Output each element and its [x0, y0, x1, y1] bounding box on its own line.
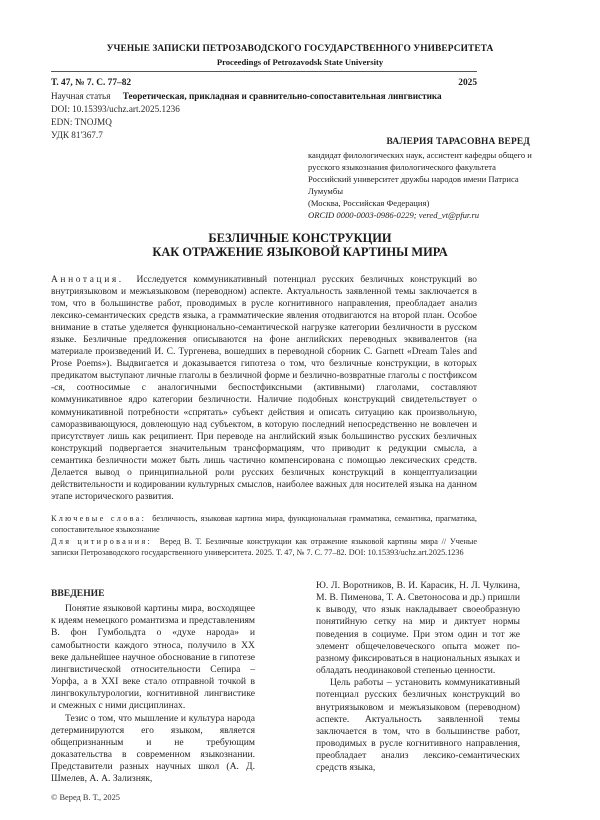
author-block	[308, 136, 553, 221]
keywords-label: Ключевые слова:	[51, 514, 147, 523]
journal-title: УЧЕНЫЕ ЗАПИСКИ ПЕТРОЗАВОДСКОГО ГОСУДАРСТВЕННОГО УНИВЕРСИТЕТА	[106, 44, 494, 54]
header-divider	[51, 71, 477, 72]
body-column-right	[316, 580, 520, 775]
udk: УДК 81'367.7	[51, 130, 103, 140]
author-location: (Москва, Российская Федерация)	[308, 198, 430, 208]
article-type: Научная статья	[51, 91, 111, 101]
keywords-text: безличность, языковая картина мира, функциональная грамматика, семантика, прагматика, сопоставительное языкознание	[51, 514, 477, 534]
keywords	[51, 514, 477, 535]
issue-info: Т. 47, № 7. С. 77–82	[51, 78, 132, 88]
abstract-label: Аннотация.	[51, 275, 124, 285]
copyright: © Веред В. Т., 2025	[51, 793, 120, 802]
article-type-line	[51, 91, 442, 101]
author-position: кандидат филологических наук, ассистент кафедры общего и русского языкознания филологического факультета	[308, 150, 532, 172]
article-title-line-2: КАК ОТРАЖЕНИЕ ЯЗЫКОВОЙ КАРТИНЫ МИРА	[152, 245, 448, 259]
citation-text: Веред В. Т. Безличные конструкции как отражение языковой картины мира // Ученые записки Петрозаводского государственного университета. 2025. Т. 47, № 7. С. 77–82. DOI: 10.15393/uchz.art.2025.1236	[51, 537, 477, 557]
issue-year: 2025	[458, 78, 477, 88]
section-heading-introduction: ВВЕДЕНИЕ	[51, 588, 105, 599]
body-paragraph: Понятие языковой картины мира, восходящее к идеям немецкого романтизма и представлениям В. фон Гумбольдта о «духе народа» и самобытности каждого этноса, получило в XX веке дальнейшее научное обоснование в гипотезе лингвистической относительности Сепира – Уорфа, а в XXI веке стало отправной точкой в лингвокультурологии, когнитивной лингвистике и смежных с ними дисциплинах.	[51, 603, 255, 712]
body-paragraph: Цель работы – установить коммуникативный потенциал русских безличных конструкций во внутриязыковом и межъязыковом (переводном) аспекте. Актуальность заявленной темы заключается в том, что в большинстве работ, проводимых в русле когнитивного направления, преобладает анализ лексико-семантических средств языка,	[316, 677, 520, 774]
author-name: ВАЛЕРИЯ ТАРАСОВНА ВЕРЕД	[386, 137, 530, 147]
body-column-left	[51, 588, 255, 786]
body-paragraph: Ю. Л. Воротников, В. И. Карасик, Н. Л. Чулкина, М. В. Пименова, Т. А. Светоносова и др.) пришли к выводу, что язык накладывает своеобразную понятийную сетку на мир и диктует нормы поведения в социуме. При этом один и тот же элемент общечеловеческого опыта может по-разному фиксироваться в национальных языках и обладать неодинаковой степенью ценности.	[316, 580, 520, 677]
body-paragraph: Тезис о том, что мышление и культура народа детерминируются его языком, является общепризнанным и не требующим доказательства в современном языкознании. Представители разных научных школ (А. Д. Шмелев, А. А. Зализняк,	[51, 712, 255, 785]
citation	[51, 537, 477, 558]
journal-subtitle: Proceedings of Petrozavodsk State University	[216, 57, 384, 67]
citation-label: Для цитирования:	[51, 537, 153, 546]
abstract-text: Исследуется коммуникативный потенциал русских безличных конструкций во внутриязыковом и межъязыковом (переводном) аспекте. Актуальность заявленной темы заключается в том, что в большинстве работ, проводимых в русле когнитивного направления, преобладает анализ лексико-семантических средств языка, а грамматические явления отодвигаются на второй план. Особое внимание в статье уделяется функционально-семантической нагрузке категории безличности в русском языке. Безличные предложения описываются на фоне английских переводных эквивалентов (на материале произведений И. С. Тургенева, вошедших в переводной сборник C. Garnett «Dream Tales and Prose Poems»). Выдвигается и доказывается гипотеза о том, что безличные конструкции, в которых предикатом выступают личные глаголы в безличной форме и безлично-возвратные глаголы с постфиксом -ся, соотносимые с аналогичными беспостфиксными (активными) глаголами, составляют коммуникативное ядро категории безличности. Наличие подобных конструкций свидетельствует о коммуникативной потребности «спрятать» субъект действия и описать ситуацию как произвольную, саморазвивающуюся, довлеющую над субъектом, в которую последний непосредственно не вовлечен и присутствует лишь как реципиент. При переводе на английский язык большинство русских безличных конструкций подвергается значительным трансформациям, что приводит к редукции смысла, а семантика безличности может быть лишь частично компенсирована с помощью лексических средств. Делается вывод о принципиальной роли русских безличных конструкций в концептуализации действительности и кодировании культурных смыслов, наиболее важных для носителей языка на данном этапе исторического развития.	[51, 275, 477, 502]
article-title-line-1: БЕЗЛИЧНЫЕ КОНСТРУКЦИИ	[208, 231, 392, 245]
abstract	[51, 274, 477, 503]
author-orcid-email[interactable]: ORCID 0000-0003-0986-0229; vered_vt@pfur.ru	[308, 210, 480, 220]
section-name: Теоретическая, прикладная и сравнительно-сопоставительная лингвистика	[122, 91, 442, 101]
author-affiliation: Российский университет дружбы народов имени Патриса Лумумбы	[308, 174, 519, 196]
edn: EDN: TNOJMQ	[51, 117, 112, 127]
doi[interactable]: DOI: 10.15393/uchz.art.2025.1236	[51, 104, 180, 114]
